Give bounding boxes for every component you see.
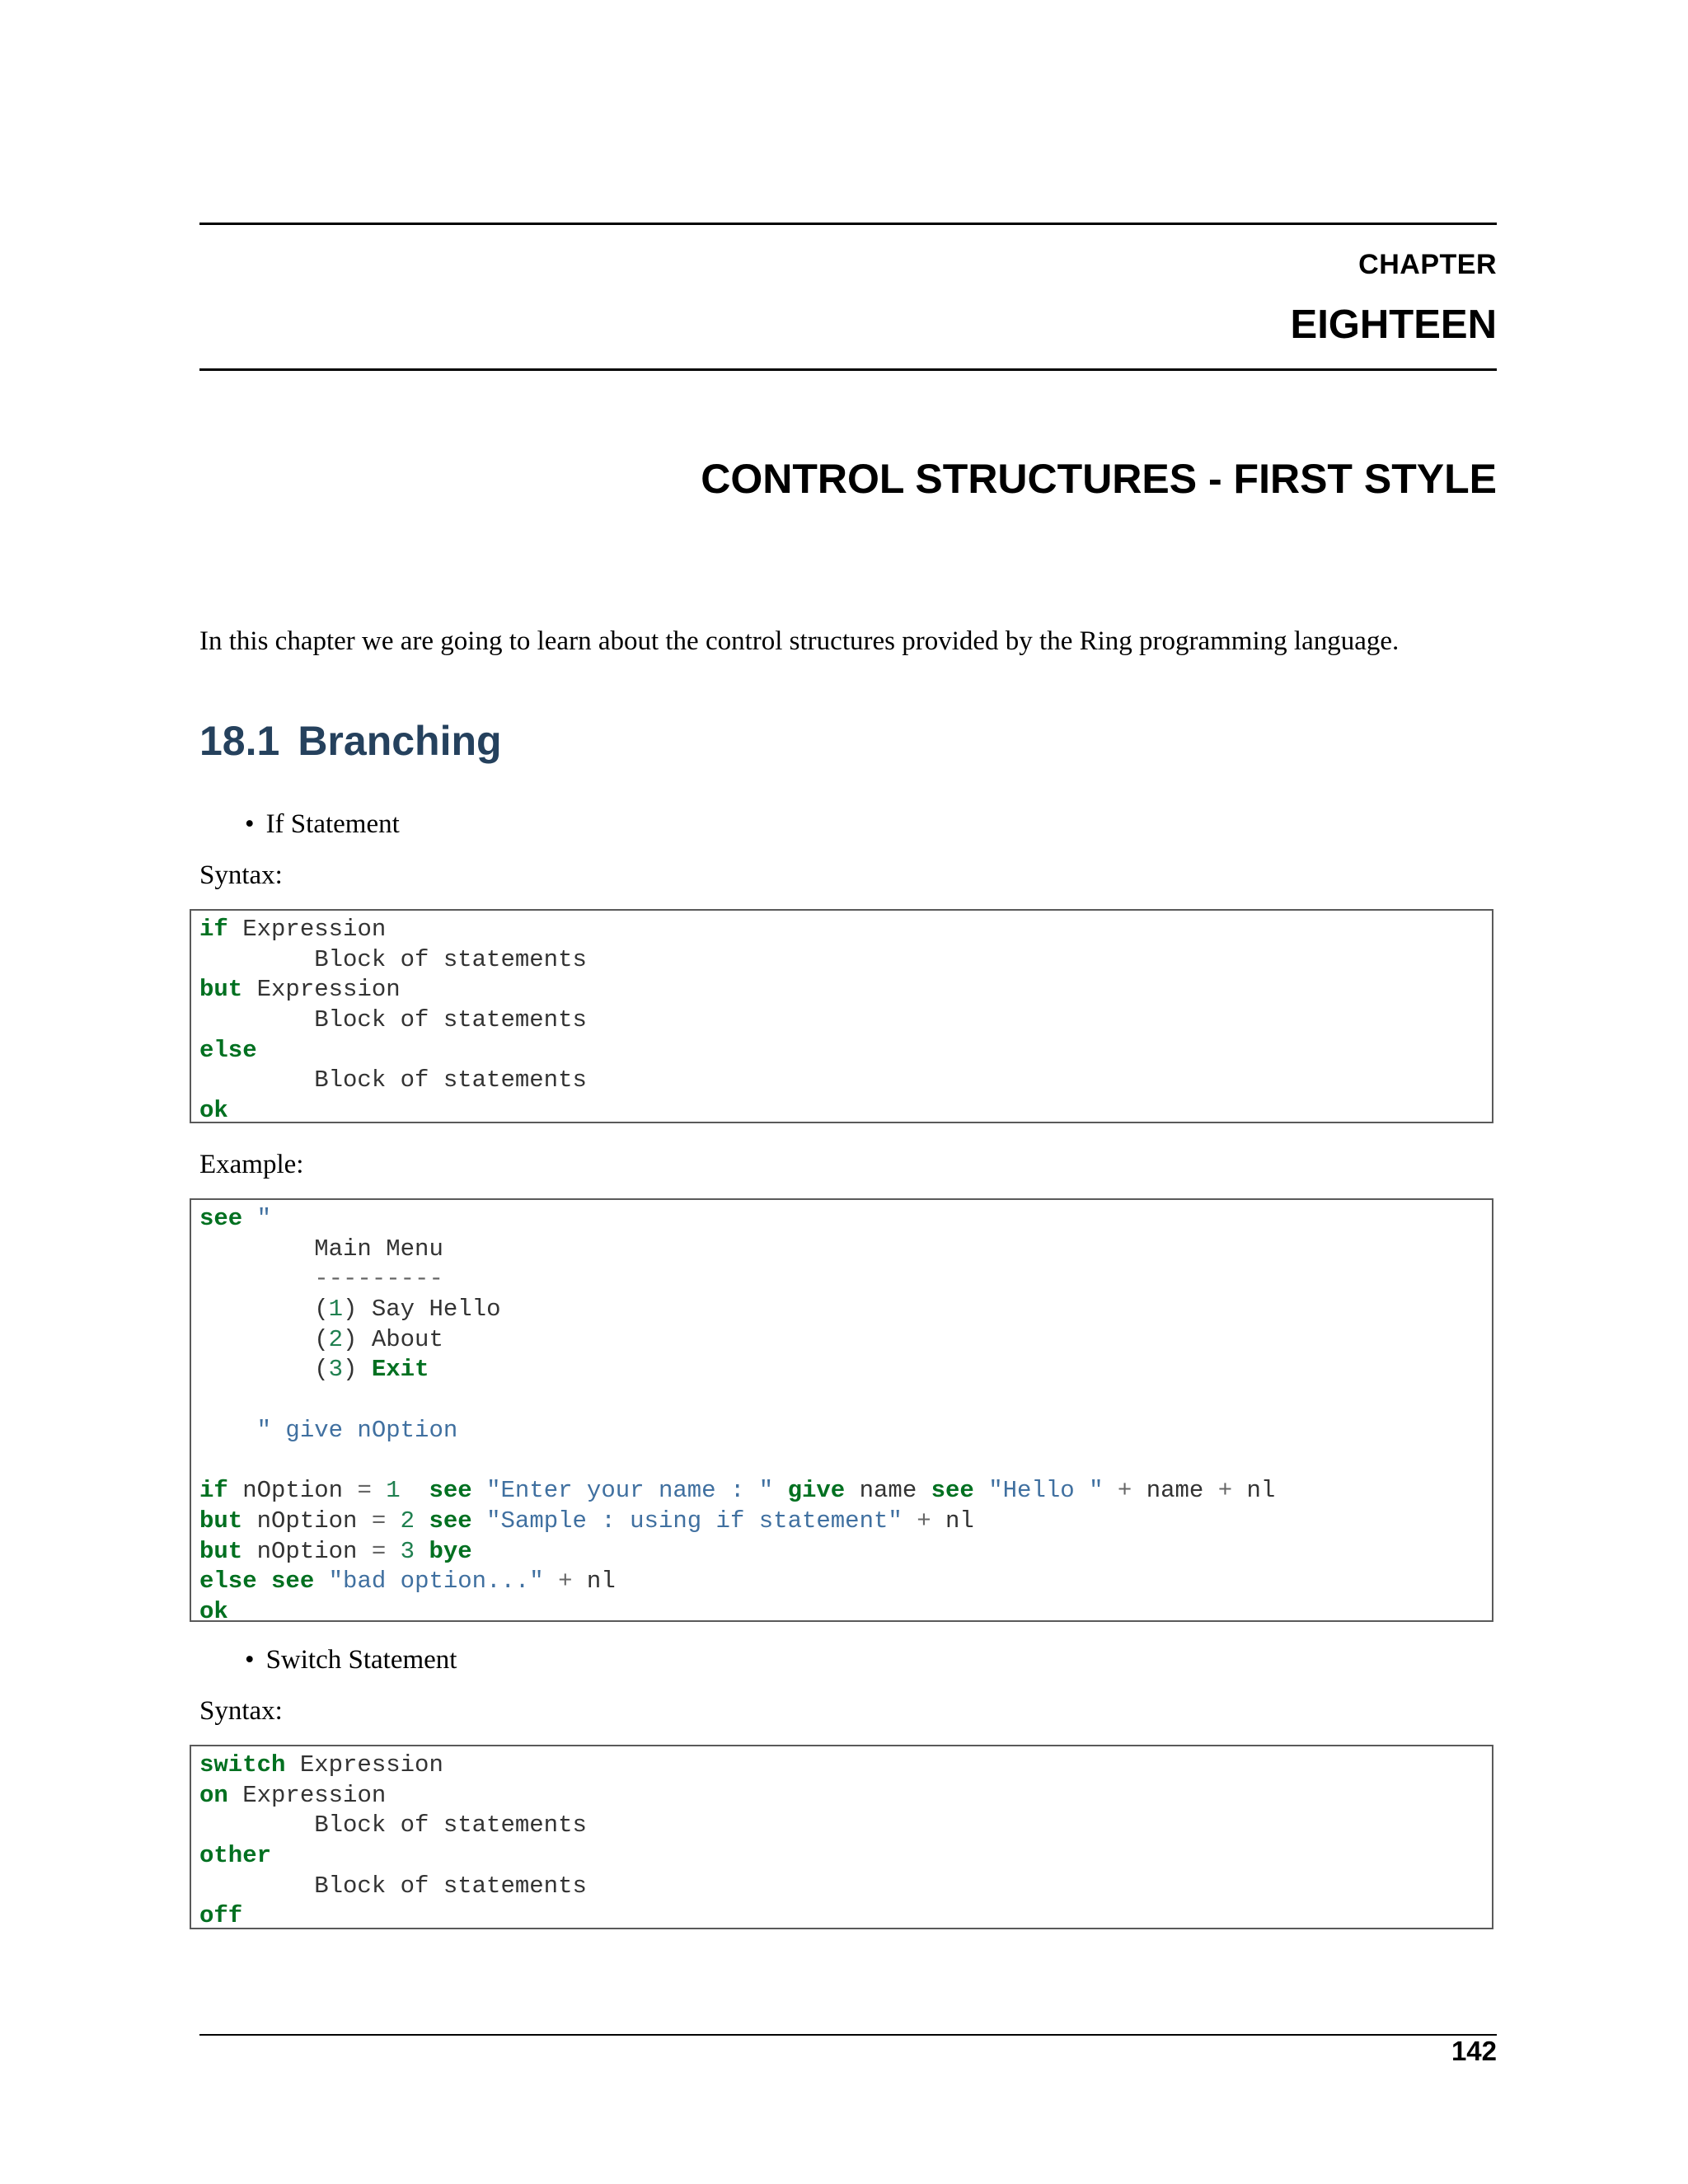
code-token: but	[199, 976, 243, 1004]
bullet-item-if-statement	[245, 809, 400, 840]
code-token: Block of statements	[199, 1811, 587, 1840]
code-line	[199, 1325, 1492, 1356]
code-token: ---------	[199, 1265, 443, 1293]
code-token: 2	[400, 1507, 415, 1535]
code-token: Block of statements	[199, 1872, 587, 1900]
code-token: nl	[1232, 1477, 1276, 1505]
code-line	[199, 1841, 1492, 1872]
code-token: but	[199, 1507, 243, 1535]
code-token: other	[199, 1842, 272, 1870]
code-token: if	[199, 916, 228, 943]
code-line	[199, 1781, 1492, 1811]
code-token: else	[199, 1568, 257, 1596]
code-token: Expression	[227, 916, 387, 943]
code-token: nOption	[242, 1537, 372, 1565]
code-line	[199, 1264, 1492, 1295]
example-label: Example:	[199, 1150, 304, 1179]
bullet-label: If Statement	[265, 809, 400, 839]
code-line	[199, 1446, 1492, 1477]
code-line	[199, 915, 1492, 945]
code-line	[199, 1567, 1492, 1597]
code-token: 2	[328, 1325, 344, 1353]
code-line	[199, 1537, 1492, 1568]
code-token: off	[199, 1902, 243, 1930]
section-number: 18.1	[199, 718, 280, 764]
code-token: (	[199, 1296, 329, 1324]
code-line	[199, 1036, 1492, 1066]
code-token: name	[1132, 1477, 1218, 1505]
code-token: =	[371, 1537, 387, 1565]
code-token: switch	[199, 1751, 286, 1779]
code-token: "	[256, 1205, 272, 1232]
code-token	[257, 1568, 271, 1595]
code-token	[1103, 1477, 1117, 1504]
chapter-bottom-rule	[199, 368, 1497, 371]
code-token: see	[429, 1507, 472, 1535]
section-heading	[199, 717, 502, 765]
code-token: +	[558, 1568, 573, 1596]
page-number: 142	[1451, 2036, 1497, 2066]
code-line	[199, 1295, 1492, 1325]
code-token: bye	[429, 1537, 472, 1565]
chapter-number: EIGHTEEN	[1290, 302, 1497, 347]
code-token: (	[199, 1325, 329, 1353]
bullet-icon: •	[245, 1645, 255, 1675]
syntax-label: Syntax:	[199, 860, 283, 890]
code-line	[199, 1385, 1492, 1416]
code-token: =	[371, 1507, 387, 1535]
code-token: nOption	[227, 1477, 358, 1505]
code-line	[199, 1204, 1492, 1235]
code-token	[903, 1507, 917, 1535]
code-token: Exit	[371, 1356, 429, 1384]
code-token: (	[199, 1356, 329, 1384]
code-token: else	[199, 1036, 257, 1064]
code-token: ok	[199, 1597, 228, 1625]
code-token: =	[357, 1477, 372, 1505]
chapter-top-rule	[199, 223, 1497, 225]
code-token: 3	[328, 1356, 344, 1384]
chapter-label: CHAPTER	[1358, 249, 1497, 280]
syntax-label: Syntax:	[199, 1696, 283, 1726]
code-token: ) About	[343, 1325, 443, 1353]
code-line	[199, 1597, 1492, 1628]
code-token	[472, 1507, 486, 1535]
code-token	[242, 1205, 256, 1232]
code-token	[372, 1477, 386, 1504]
code-token: +	[1117, 1477, 1132, 1505]
code-token: Expression	[242, 976, 401, 1004]
code-line	[199, 1235, 1492, 1265]
code-line	[199, 1416, 1492, 1446]
code-line	[199, 1355, 1492, 1385]
code-token: +	[917, 1507, 931, 1535]
code-token: see	[429, 1477, 472, 1505]
code-token: on	[199, 1781, 228, 1809]
code-token: Block of statements	[199, 1006, 587, 1034]
code-token: "Hello "	[988, 1477, 1104, 1505]
code-token: Expression	[227, 1781, 387, 1809]
code-token	[472, 1477, 486, 1504]
code-token: 1	[328, 1296, 344, 1324]
code-token: )	[343, 1356, 372, 1384]
code-token: "bad option..."	[328, 1568, 544, 1596]
code-token: Main Menu	[199, 1235, 443, 1263]
section-title: Branching	[298, 718, 502, 764]
code-line	[199, 975, 1492, 1005]
code-token: give	[787, 1477, 846, 1505]
bullet-icon: •	[245, 809, 255, 839]
code-block-if-syntax	[190, 909, 1493, 1123]
chapter-title: CONTROL STRUCTURES - FIRST STYLE	[701, 456, 1497, 502]
code-token: +	[1217, 1477, 1233, 1505]
code-token	[386, 1507, 400, 1535]
code-token: but	[199, 1537, 243, 1565]
code-token	[773, 1477, 787, 1504]
code-token	[415, 1538, 429, 1565]
document-page	[199, 0, 1497, 2184]
code-token: "Enter your name : "	[486, 1477, 774, 1505]
footer-rule	[199, 2034, 1497, 2036]
code-token	[401, 1477, 429, 1504]
code-token: if	[199, 1477, 228, 1505]
code-token: see	[931, 1477, 974, 1505]
code-token: ) Say Hello	[343, 1296, 501, 1324]
code-line	[199, 1901, 1492, 1932]
code-token: see	[199, 1205, 243, 1232]
bullet-label: Switch Statement	[265, 1645, 457, 1675]
code-line	[199, 1872, 1492, 1902]
code-block-if-example	[190, 1198, 1493, 1625]
code-token: "Sample : using if statement"	[486, 1507, 903, 1535]
code-token	[314, 1568, 328, 1595]
code-token	[544, 1568, 558, 1595]
code-token: Block of statements	[199, 1066, 587, 1094]
code-token: nOption	[242, 1507, 372, 1535]
code-line	[199, 1750, 1492, 1781]
code-token	[415, 1507, 429, 1535]
code-token: ok	[199, 1097, 228, 1125]
code-line	[199, 1476, 1492, 1507]
code-token: nl	[931, 1507, 974, 1535]
code-token: 3	[400, 1537, 415, 1565]
code-token: " give nOption	[199, 1416, 458, 1444]
code-line	[199, 1507, 1492, 1537]
code-line	[199, 1096, 1492, 1127]
code-token	[386, 1538, 400, 1565]
code-line	[199, 1066, 1492, 1096]
code-token: Block of statements	[199, 945, 587, 973]
intro-paragraph: In this chapter we are going to learn about the control structures provided by the Ring programming language.	[199, 626, 1400, 656]
code-token: 1	[386, 1477, 401, 1505]
code-block-switch-syntax	[190, 1745, 1493, 1929]
bullet-item-switch-statement	[245, 1645, 457, 1675]
code-token	[974, 1477, 988, 1504]
code-token: nl	[572, 1568, 616, 1596]
code-line	[199, 1005, 1492, 1036]
code-token: see	[271, 1568, 315, 1596]
code-line	[199, 1811, 1492, 1841]
code-token: name	[845, 1477, 931, 1505]
code-token: Expression	[285, 1751, 443, 1779]
code-line	[199, 945, 1492, 976]
